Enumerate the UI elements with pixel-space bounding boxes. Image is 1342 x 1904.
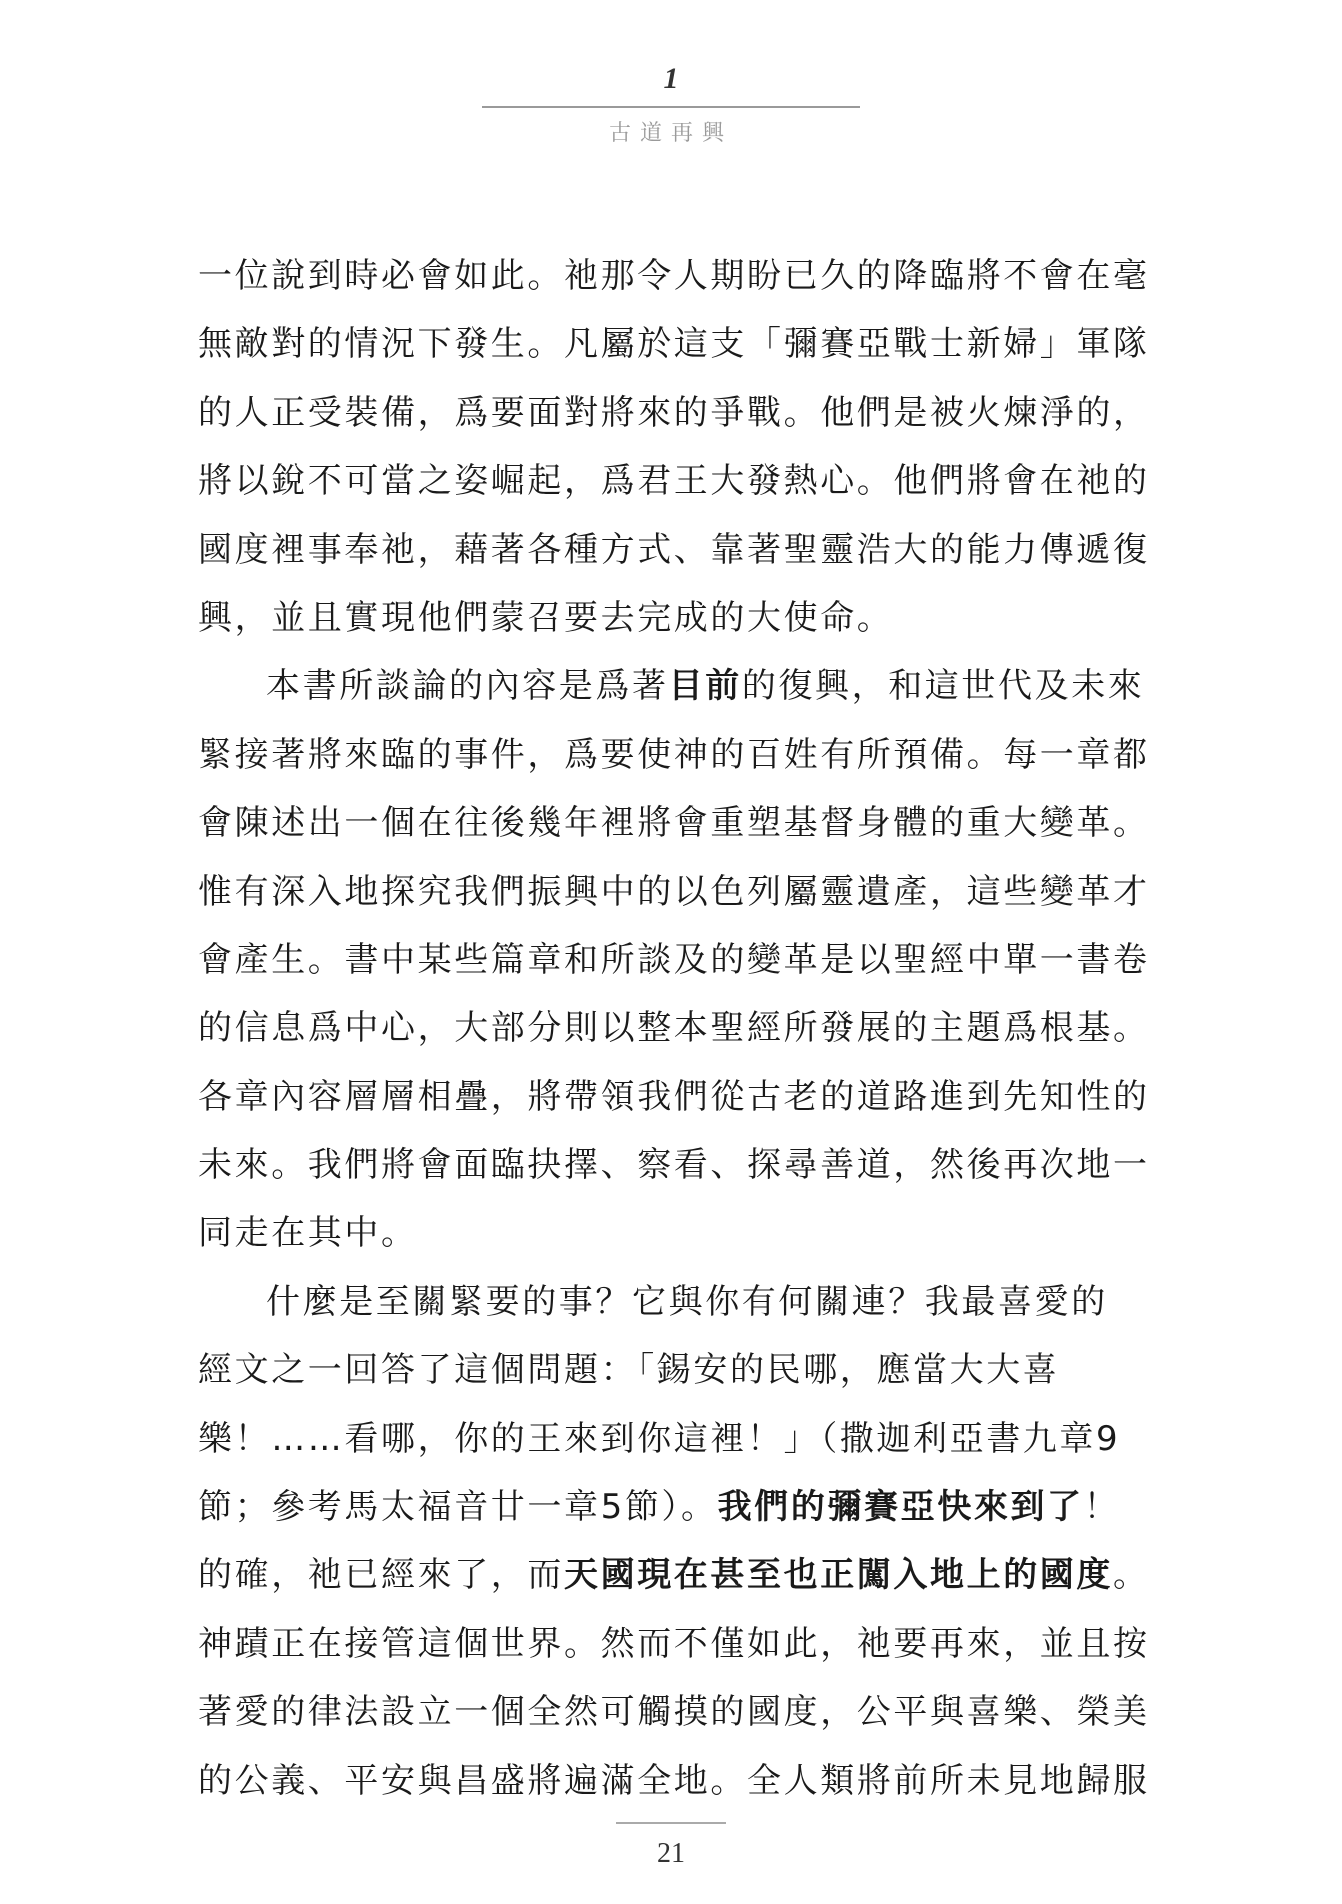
text-line [198,1678,1156,1746]
text-line [198,1541,1156,1609]
text-line [198,584,1156,652]
text-line [198,994,1156,1062]
text-line [198,1063,1156,1131]
page-footer [0,1822,1342,1870]
text-run: 國度裡事奉祂，藉著各種方式、靠著聖靈浩大的能力傳遞復 [198,529,1150,570]
page-number: 21 [657,1838,685,1869]
text-run: 神蹟正在接管這個世界。然而不僅如此，祂要再來，並且按 [198,1623,1150,1664]
text-line [198,1405,1156,1473]
running-header [0,62,1342,147]
text-line [198,789,1156,857]
text-run: 各章內容層層相疊，將帶領我們從古老的道路進到先知性的 [198,1076,1150,1117]
text-line [198,242,1156,310]
text-run: 興，並且實現他們蒙召要去完成的大使命。 [198,597,894,638]
text-run: 。 [1113,1555,1150,1596]
text-run: 未來。我們將會面臨抉擇、察看、探尋善道，然後再次地一 [198,1145,1150,1186]
text-run: 經文之一回答了這個問題：「錫安的民哪，應當大大喜 [198,1350,1060,1391]
emphasis-text: 目前 [668,666,742,707]
text-line [198,1336,1156,1404]
text-run: 節；參考馬太福音廿一章5節）。 [198,1487,718,1528]
text-run: 的確，祂已經來了，而 [198,1555,564,1596]
footer-divider [616,1822,726,1824]
text-line [198,379,1156,447]
text-line [198,1268,1156,1336]
emphasis-text: 天國現在甚至也正闖入地上的國度 [564,1555,1113,1596]
text-line [198,1131,1156,1199]
text-run: 無敵對的情況下發生。凡屬於這支「彌賽亞戰士新婦」軍隊 [198,324,1150,365]
text-run: 樂！……看哪，你的王來到你這裡！」（撒迦利亞書九章9 [198,1418,1121,1459]
chapter-number: 1 [663,62,679,95]
text-run: 本書所談論的內容是爲著 [266,666,669,707]
text-run: 著愛的律法設立一個全然可觸摸的國度，公平與喜樂、榮美 [198,1692,1150,1733]
text-run: 的公義、平安與昌盛將遍滿全地。全人類將前所未見地歸服 [198,1760,1150,1801]
text-line [198,516,1156,584]
text-run: ！ [1083,1487,1121,1528]
chapter-title: 古道再興 [608,121,733,146]
text-run: 會產生。書中某些篇章和所談及的變革是以聖經中單一書卷 [198,939,1150,980]
text-run: 同走在其中。 [198,1213,418,1254]
text-run: 惟有深入地探究我們振興中的以色列屬靈遺產，這些變革才 [198,871,1150,912]
emphasis-text: 我們的彌賽亞快來到了 [717,1487,1084,1528]
text-line [198,652,1156,720]
header-divider [482,106,860,108]
text-line [198,1610,1156,1678]
text-line [198,926,1156,994]
body-text [198,242,1156,1815]
text-line [198,310,1156,378]
text-run: 什麼是至關緊要的事？它與你有何關連？我最喜愛的 [266,1281,1108,1322]
text-line [198,1747,1156,1815]
text-run: 的信息爲中心，大部分則以整本聖經所發展的主題爲根基。 [198,1008,1150,1049]
text-line [198,858,1156,926]
text-line [198,447,1156,515]
text-line [198,721,1156,789]
text-run: 的復興，和這世代及未來 [741,666,1145,707]
text-run: 一位說到時必會如此。祂那令人期盼已久的降臨將不會在毫 [198,256,1150,296]
text-run: 將以銳不可當之姿崛起，爲君王大發熱心。他們將會在祂的 [198,461,1150,502]
text-run: 會陳述出一個在往後幾年裡將會重塑基督身體的重大變革。 [198,803,1150,844]
text-line [198,1473,1156,1541]
text-line [198,1199,1156,1267]
text-run: 緊接著將來臨的事件，爲要使神的百姓有所預備。每一章都 [198,734,1150,775]
text-run: 的人正受裝備，爲要面對將來的爭戰。他們是被火煉淨的， [198,392,1150,433]
